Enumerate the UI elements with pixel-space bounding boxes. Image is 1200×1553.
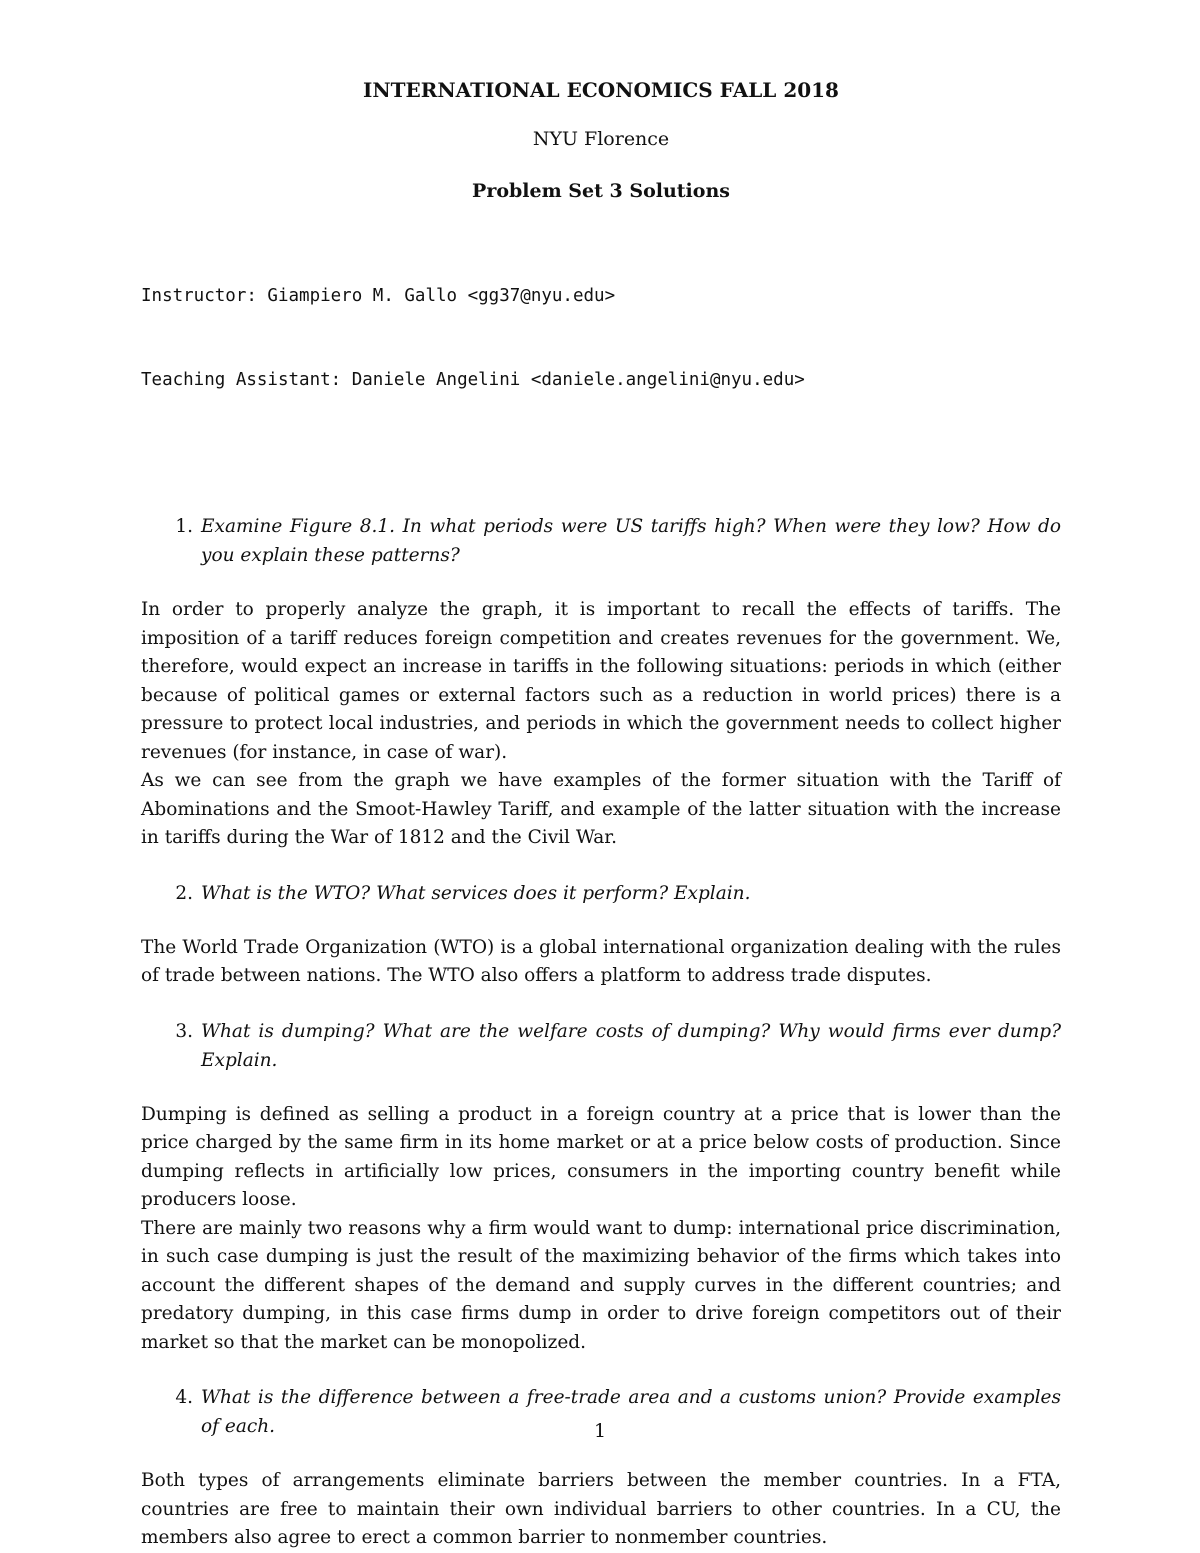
question-text: Examine Figure 8.1. In what periods were US tariffs high? When were they low? How do you explain these patterns? [201,516,1061,566]
answer-1 [141,596,1061,853]
document-body [141,72,1061,1553]
answer-paragraph: As we can see from the graph we have examples of the former situation with the Tariff of Abominations and the Smoot-Hawley Tariff, and example of the latter situation with the increase in tariffs during the War of 1812 and the Civil War. [141,770,1061,848]
question-3 [141,1017,1061,1075]
instructor-line: Instructor: Giampiero M. Gallo <gg37@nyu.edu> [141,286,616,306]
question-2 [141,879,1061,908]
question-text: What is the WTO? What services does it perform? Explain. [201,882,751,904]
course-staff [141,226,1061,450]
question-number: 4. [175,1387,193,1408]
answer-paragraph: There are mainly two reasons why a firm would want to dump: international price discrimination, in such case dumping is just the result of the maximizing behavior of the firms which takes into account the different shapes of the demand and supply curves in the different countries; and predatory dumping, in this case firms dump in order to drive foreign competitors out of their market so that the market can be monopolized. [141,1217,1061,1353]
question-1 [141,512,1061,570]
answer-3 [141,1101,1061,1358]
document-title: INTERNATIONAL ECONOMICS FALL 2018 [363,78,839,102]
document-subtitle: NYU Florence [532,128,670,150]
answer-paragraph: Dumping is defined as selling a product in a foreign country at a price that is lower than the price charged by the same firm in its home market or at a price below costs of production. Since dumping reflects in artificially low prices, consumers in the importing country benefit while producers loose. [141,1103,1061,1210]
answer-2 [141,934,1061,991]
question-number: 2. [175,882,193,904]
document-heading: Problem Set 3 Solutions [472,180,730,202]
question-number: 1. [175,516,193,537]
answer-4 [141,1467,1061,1553]
page-number: 1 [593,1420,607,1442]
question-text: What is the difference between a free-trade area and a customs union? Provide examples of each. [201,1387,1061,1437]
teaching-assistant-line: Teaching Assistant: Daniele Angelini <daniele.angelini@nyu.edu> [141,370,805,390]
answer-paragraph: Both types of arrangements eliminate barriers between the member countries. In a FTA, countries are free to maintain their own individual barriers to other countries. In a CU, the members also agree to erect a common barrier to nonmember countries. [141,1470,1061,1548]
answer-paragraph: In order to properly analyze the graph, it is important to recall the effects of tariffs. The imposition of a tariff reduces foreign competition and creates revenues for the government. We, therefore, would expect an increase in tariffs in the following situations: periods in which (either because of political games or external factors such as a reduction in world prices) there is a pressure to protect local industries, and periods in which the government needs to collect higher revenues (for instance, in case of war). [141,599,1061,763]
question-text: What is dumping? What are the welfare costs of dumping? Why would firms ever dump? Explain. [201,1020,1061,1071]
answer-paragraph: The World Trade Organization (WTO) is a global international organization dealing with the rules of trade between nations. The WTO also offers a platform to address trade disputes. [141,936,1061,986]
question-number: 3. [175,1020,193,1042]
